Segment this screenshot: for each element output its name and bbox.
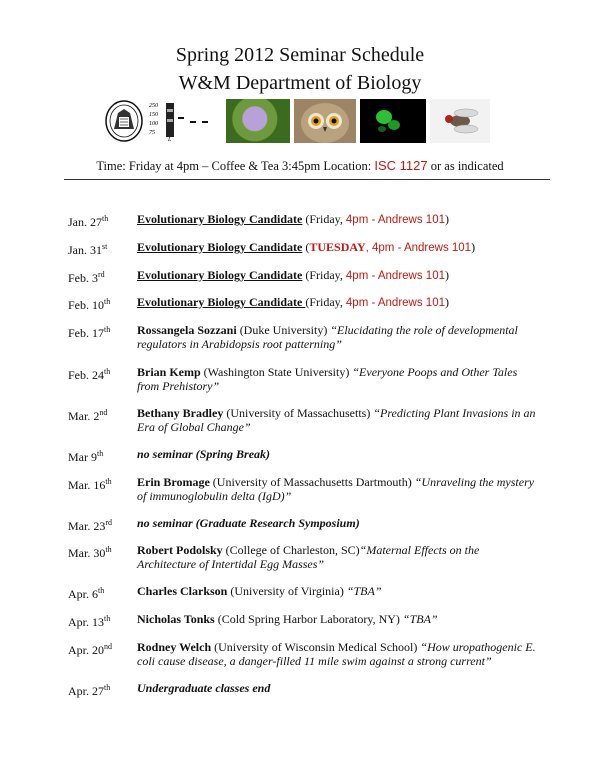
row-date: Feb. 17th bbox=[68, 325, 111, 340]
row-date: Mar. 16th bbox=[68, 477, 112, 492]
row-description: Nicholas Tonks (Cold Spring Harbor Laboratory, NY) “TBA” bbox=[137, 612, 438, 626]
gel-label: 100 bbox=[149, 121, 158, 127]
row-date: Feb. 10th bbox=[68, 297, 111, 312]
seal-logo bbox=[104, 99, 144, 143]
gel-label: 250 bbox=[149, 103, 158, 109]
location-suffix: or as indicated bbox=[427, 159, 504, 173]
row-date: Apr. 20nd bbox=[68, 642, 112, 657]
row-description: Rodney Welch (University of Wisconsin Medical School) “How uropathogenic E. coli cause disease, a danger-filled 11 mile swim against a strong current” bbox=[137, 640, 536, 668]
row-description: no seminar (Spring Break) bbox=[137, 447, 271, 461]
time-location-line bbox=[0, 158, 600, 174]
gel-label: 75 bbox=[149, 130, 155, 136]
row-date: Feb. 24th bbox=[68, 367, 111, 382]
row-description: Bethany Bradley (University of Massachusetts) “Predicting Plant Invasions in an Era of Global Change” bbox=[137, 406, 536, 434]
row-description: no seminar (Graduate Research Symposium) bbox=[137, 516, 360, 530]
owl-photo bbox=[294, 99, 356, 143]
row-description: Robert Podolsky (College of Charleston, SC)“Maternal Effects on the Architecture of Intertidal Egg Masses” bbox=[137, 543, 480, 571]
location-text: ISC 1127 bbox=[374, 158, 428, 173]
row-date: Feb. 3rd bbox=[68, 270, 105, 285]
row-date: Apr. 6th bbox=[68, 586, 105, 601]
gel-image bbox=[148, 99, 222, 143]
row-date: Mar. 23rd bbox=[68, 518, 113, 533]
gel-label: 150 bbox=[149, 112, 158, 118]
page-title: Spring 2012 Seminar Schedule bbox=[175, 44, 425, 66]
row-date: Apr. 13th bbox=[68, 614, 111, 629]
header-image-strip bbox=[104, 99, 494, 145]
row-description: Brian Kemp (Washington State University) “Everyone Poops and Other Tales from Prehistory” bbox=[137, 365, 518, 393]
row-date: Mar. 2nd bbox=[68, 408, 108, 423]
page-subtitle: W&M Department of Biology bbox=[178, 72, 422, 94]
flower-photo bbox=[226, 99, 290, 143]
row-date: Apr. 27th bbox=[68, 683, 111, 698]
row-description: Evolutionary Biology Candidate (TUESDAY, 4pm - Andrews 101) bbox=[137, 240, 476, 254]
row-description: Evolutionary Biology Candidate (Friday, 4pm - Andrews 101) bbox=[137, 212, 449, 226]
time-text: Time: Friday at 4pm – Coffee & Tea 3:45pm Location: bbox=[96, 159, 375, 173]
gel-label: L bbox=[168, 137, 172, 143]
row-description: Erin Bromage (University of Massachusetts Dartmouth) “Unraveling the mystery of immunoglobulin delta (IgD)” bbox=[137, 475, 535, 503]
row-description: Rossangela Sozzani (Duke University) “Elucidating the role of developmental regulators in Arabidopsis root patterning” bbox=[137, 323, 518, 351]
row-date: Mar. 30th bbox=[68, 545, 112, 560]
row-description: Charles Clarkson (University of Virginia) “TBA” bbox=[137, 584, 382, 598]
fluorescent-cells-image bbox=[360, 99, 426, 143]
row-description: Undergraduate classes end bbox=[137, 681, 271, 695]
fly-photo bbox=[430, 99, 490, 143]
row-description: Evolutionary Biology Candidate (Friday, 4pm - Andrews 101) bbox=[137, 268, 449, 282]
row-date: Jan. 31st bbox=[68, 242, 108, 257]
row-date: Jan. 27th bbox=[68, 214, 109, 229]
row-date: Mar 9th bbox=[68, 449, 104, 464]
header-divider bbox=[64, 179, 550, 180]
row-description: Evolutionary Biology Candidate (Friday, 4pm - Andrews 101) bbox=[137, 295, 449, 309]
